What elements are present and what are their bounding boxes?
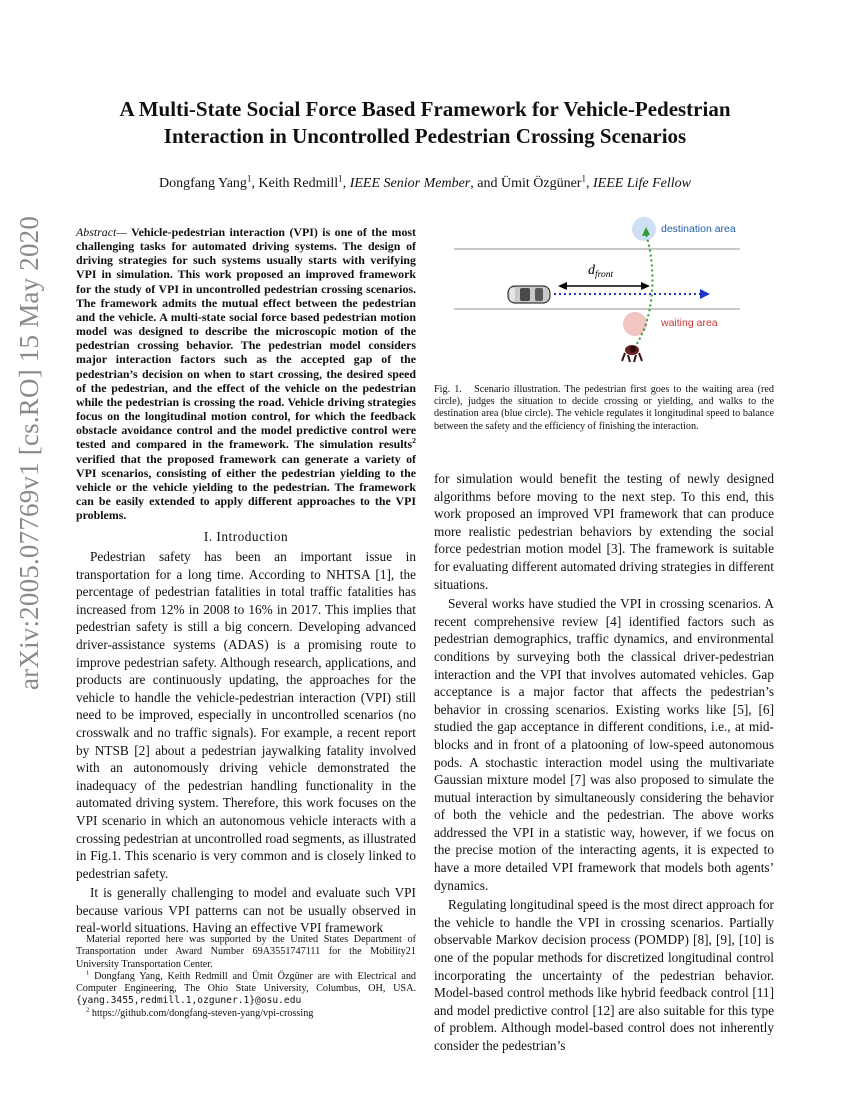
abstract-text-2: verified that the proposed framework can generate a variety of VPI scenarios, consisting of either the pedestrian yielding to the vehicle or the vehicle yielding to the pedestrian. The framework can be easily extended to apply different approaches to the VPI problems. <box>76 451 416 523</box>
dfront-arrowhead-left <box>558 282 567 290</box>
footnote-2 <box>76 1008 416 1020</box>
paragraph: Regulating longitudinal speed is the most direct approach for the vehicle to handle the VPI in crossing scenarios. Partially observable Markov decision process (POMDP) [8], [9], [10] is one of the popular methods for discretized longitudinal control incorporating the uncertainty of the pedestrian behavior. Model-based control methods like hybrid feedback control [11] and model predictive control [12] are also suitable for this type of problem. Although model-based control does not inherently consider the pedestrian’s <box>434 897 774 1053</box>
footnote-2-mark: 2 <box>86 1006 90 1014</box>
figure-1 <box>434 212 774 374</box>
paragraph: Several works have studied the VPI in crossing scenarios. A recent comprehensive review [4] identified factors such as pedestrian demographics, traffic dynamics, and environmental conditions by surveying both the classical driver-pedestrian interaction and the VPI that involves automated vehicles. Gap acceptance is a major factor that affects the pedestrian’s behavior in crossing scenarios. Existing works like [5], [6] studied the gap acceptance in different conditions, i.e., at mid-blocks and in front of a platooning of low-speed autonomous pods. A stochastic interaction model using the multivariate Gaussian mixture model [7] was also proposed to simulate the mutual interaction by simultaneously considering the behavior of both the vehicle and the pedestrian. The above works addressed the VPI in a statistic way, however, if we focus on the precise motion of the interacting agents, it is expected to have a more detailed VPI framework that models both agents’ dynamics. <box>434 596 774 893</box>
abstract-lead: Abstract <box>76 225 117 239</box>
section-heading-introduction: I. Introduction <box>203 529 289 544</box>
abstract-dash: — <box>116 225 127 239</box>
paper-title <box>60 96 790 150</box>
abstract-footnote-mark: 2 <box>412 436 416 446</box>
author-3-role: IEEE Life Fellow <box>593 176 691 191</box>
title-line-2: Interaction in Uncontrolled Pedestrian Crossing Scenarios <box>163 124 687 148</box>
author-list: Dongfang Yang$^1$, Keith Redmill$^1$, IEEE Senior Member, and Ümit Özgüner$^1$, IEEE Life Fellow <box>159 173 691 191</box>
right-column-body <box>434 470 774 1055</box>
dfront-label: $d_{front}$ <box>588 263 614 280</box>
author-1: Dongfang Yang <box>159 176 247 191</box>
footnote-1-email: {yang.3455,redmill.1,ozguner.1}@osu.edu <box>76 995 302 1007</box>
footnotes <box>76 934 416 1020</box>
author-3: Ümit Özgüner <box>500 176 582 191</box>
abstract-text-1: Vehicle-pedestrian interaction (VPI) is one of the most challenging tasks for automated driving systems. The design of driving strategies for such systems usually starts with verifying VPI in simulation. This work proposed an improved framework for the study of VPI in uncontrolled pedestrian crossing scenarios. The framework admits the mutual effect between the pedestrian and the vehicle. A multi-state social force based pedestrian motion model was designed to describe the microscopic motion of the pedestrian crossing behavior. The pedestrian model considers major interaction factors such as the accepted gap of the pedestrian’s decision on when to start crossing, the desired speed of the pedestrian, and the effect of the vehicle on the pedestrian while the pedestrian is crossing the road. Vehicle driving strategies focus on the longitudinal motion control, for which the feedback obstacle avoidance control and the model predictive control were tested and compared in the framework. The simulation results <box>76 225 416 452</box>
footnote-1 <box>76 971 416 1008</box>
pedestrian-icon <box>622 345 642 362</box>
author-2-affiliation: 1 <box>338 173 343 184</box>
waiting-area-label: waiting area <box>661 317 718 329</box>
paragraph: Pedestrian safety has been an important issue in transportation for a long time. According to NHTSA [1], the percentage of pedestrian fatalities in total traffic fatalities has increased from 12% in 2008 to 16% in 2017. This implies that pedestrian safety is still a big concern. Developing advanced driver-assistance systems (ADAS) is a promising route to improve pedestrian safety. Although research, applications, and products are continuously updating, the approaches for the vehicle to handle the vehicle-pedestrian interaction (VPI) still need to be improved, especially in uncontrolled scenarios (no crosswalk and no traffic signals). For example, a recent report by NTSB [2] about a pedestrian jaywalking fatality involved with an autonomously driving vehicle demonstrated the inadequacy of the pedestrian handling functionality in the automated driving system. Therefore, this work focuses on the VPI scenario in which an autonomous vehicle interacts with a crossing pedestrian at uncontrolled road segments, as illustrated in Fig.1. This scenario is very common and is closely linked to pedestrian safety. <box>76 549 416 881</box>
destination-area-label: destination area <box>661 223 736 235</box>
vehicle-path-arrowhead <box>700 289 710 299</box>
paragraph: It is generally challenging to model and evaluate such VPI because various VPI patterns can not be usually observed in real-world situations. Having an effective VPI framework <box>76 885 416 936</box>
waiting-area-circle <box>623 312 647 336</box>
caption-label: Fig. 1. <box>434 384 462 395</box>
author-conjunction: and <box>477 176 498 191</box>
vehicle-icon <box>508 286 550 303</box>
author-2-role: IEEE Senior Member <box>349 176 471 191</box>
title-line-1: A Multi-State Social Force Based Framework for Vehicle-Pedestrian <box>119 97 731 121</box>
scenario-illustration <box>434 212 774 374</box>
funding-note: Material reported here was supported by the United States Department of Transportation under Award Number 69A3551747111 for the Mobility21 University Transportation Center. <box>76 934 416 970</box>
arxiv-identifier: arXiv:2005.07769v1 [cs.RO] 15 May 2020 <box>14 215 44 690</box>
abstract <box>76 225 416 522</box>
dfront-arrowhead-right <box>641 282 650 290</box>
figure-1-caption <box>434 384 774 433</box>
footnote-2-link: https://github.com/dongfang-steven-yang/vpi-crossing <box>91 1007 314 1019</box>
author-2: Keith Redmill <box>258 176 339 191</box>
left-column-body <box>76 548 416 937</box>
footnote-1-text: Dongfang Yang, Keith Redmill and Ümit Özgüner are with Electrical and Computer Engineering, The Ohio State University, Columbus, OH, USA. <box>76 970 417 995</box>
caption-text: Scenario illustration. The pedestrian first goes to the waiting area (red circle), judges the situation to decide crossing or yielding, and walks to the destination area (blue circle). The vehicle regulates it longitudinal speed to balance between the safety and the efficiency of finishing the interaction. <box>434 384 775 432</box>
destination-area-circle <box>632 217 656 241</box>
footnote-1-mark: 1 <box>86 969 90 977</box>
author-3-affiliation: 1 <box>581 173 586 184</box>
author-1-affiliation: 1 <box>246 173 252 184</box>
paragraph: for simulation would benefit the testing of newly designed algorithms before moving to the next step. To this end, this work proposed an improved VPI framework that can produce more realistic pedestrian behaviors by extending the social force pedestrian motion model [3]. The framework is suitable for evaluating different automated driving strategies in different situations. <box>434 471 774 592</box>
